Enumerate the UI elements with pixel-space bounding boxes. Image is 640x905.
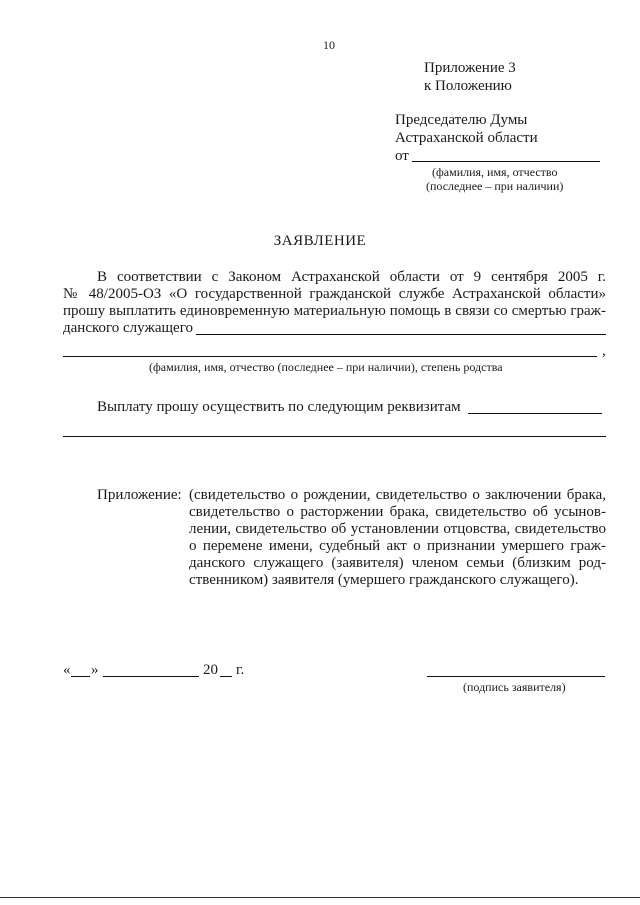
body-line-1: В соответствии с Законом Астраханской области от 9 сентября 2005 г.: [97, 269, 606, 285]
attachment-label: Приложение:: [97, 487, 182, 503]
signature-field[interactable]: [427, 676, 605, 677]
deceased-name-field-2[interactable]: [63, 356, 597, 357]
document-title: ЗАЯВЛЕНИЕ: [273, 233, 367, 249]
signature-hint: (подпись заявителя): [463, 680, 566, 694]
body-line-2: № 48/2005-ОЗ «О государственной гражданской службе Астраханской области»: [63, 286, 606, 302]
from-hint-1: (фамилия, имя, отчество: [432, 165, 558, 179]
payment-text: Выплату прошу осуществить по следующим реквизитам: [97, 399, 461, 415]
attachment-line-1: (свидетельство о рождении, свидетельство о заключении брака,: [189, 487, 606, 503]
body-line-3: прошу выплатить единовременную материальную помощь в связи со смертью граж-: [63, 303, 606, 319]
date-open-quote: «: [63, 662, 71, 678]
appendix-line-1: Приложение 3: [424, 60, 516, 76]
date-day-field[interactable]: [71, 676, 90, 677]
date-close-quote: »: [91, 662, 99, 678]
page-number: 10: [323, 38, 335, 52]
date-year-suffix: г.: [236, 662, 245, 678]
page-bottom-border: [0, 897, 640, 898]
deceased-hint: (фамилия, имя, отчество (последнее – при наличии), степень родства: [149, 360, 503, 374]
attachment-line-4: о перемене имени, судебный акт о признании умершего граж-: [189, 538, 606, 554]
date-year-prefix: 20: [203, 662, 218, 678]
attachment-line-5: данского служащего (заявителя) членом семьи (близким род-: [189, 555, 606, 571]
body-comma: ,: [602, 343, 606, 359]
addressee-line-2: Астраханской области: [395, 130, 538, 146]
payment-details-field-2[interactable]: [63, 436, 606, 437]
from-hint-2: (последнее – при наличии): [426, 179, 564, 193]
from-name-field[interactable]: [412, 161, 600, 162]
attachment-line-3: лении, свидетельство об установлении отцовства, свидетельство: [189, 521, 606, 537]
date-year-field[interactable]: [220, 676, 232, 677]
date-month-field[interactable]: [103, 676, 199, 677]
body-line-4: данского служащего: [63, 320, 193, 336]
attachment-line-6: ственником) заявителя (умершего гражданского служащего).: [189, 572, 579, 588]
from-label: от: [395, 148, 409, 164]
appendix-line-2: к Положению: [424, 78, 512, 94]
attachment-line-2: свидетельство о расторжении брака, свидетельство об усынов-: [189, 504, 606, 520]
payment-details-field[interactable]: [468, 413, 602, 414]
addressee-line-1: Председателю Думы: [395, 112, 528, 128]
deceased-name-field[interactable]: [196, 334, 606, 335]
